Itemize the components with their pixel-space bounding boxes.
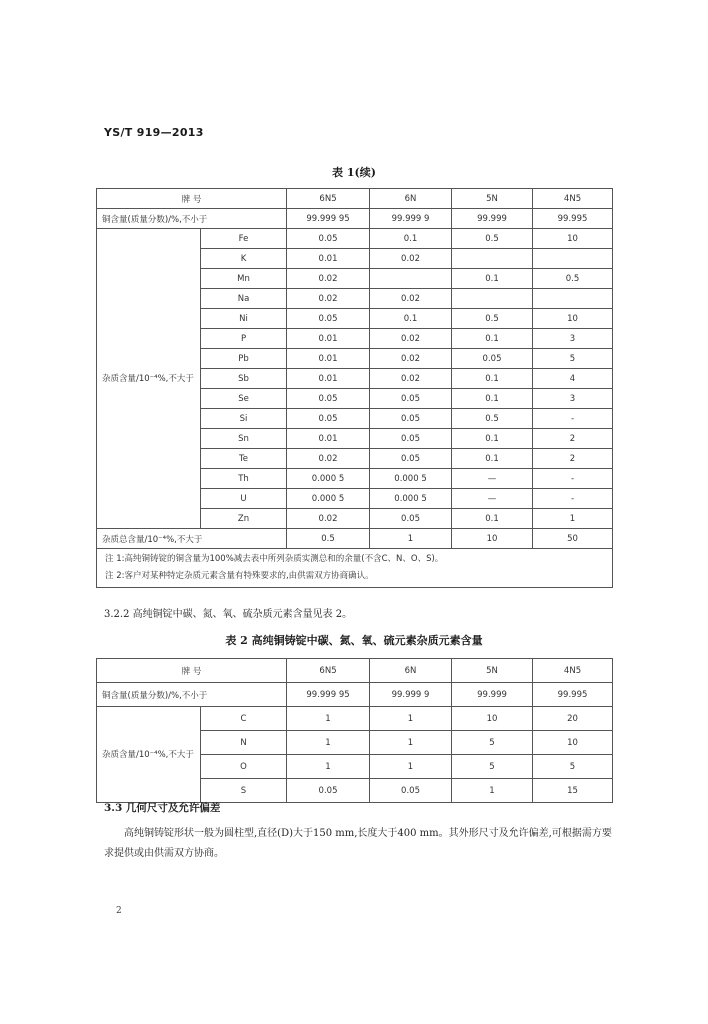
value-cell: 0.5 <box>452 409 533 429</box>
cu-content-label: 铜含量(质量分数)/%,不小于 <box>97 209 287 229</box>
value-cell: 5 <box>533 349 613 369</box>
value-cell: 0.05 <box>370 429 452 449</box>
value-cell: 20 <box>533 707 613 731</box>
section-3-2-2: 3.2.2 高纯铜锭中碳、氮、氧、硫杂质元素含量见表 2。 <box>104 609 353 620</box>
cu-content-label: 铜含量(质量分数)/%,不小于 <box>97 683 287 707</box>
value-cell: 0.05 <box>287 309 370 329</box>
value-cell: 0.05 <box>287 389 370 409</box>
value-cell: 0.05 <box>370 409 452 429</box>
value-cell: 0.1 <box>452 389 533 409</box>
total-value: 0.5 <box>287 529 370 549</box>
element-cell: N <box>201 731 287 755</box>
cu-value: 99.999 <box>452 683 533 707</box>
value-cell: 10 <box>452 707 533 731</box>
cu-value: 99.999 9 <box>370 683 452 707</box>
element-cell: C <box>201 707 287 731</box>
value-cell <box>370 269 452 289</box>
value-cell: 0.000 5 <box>287 489 370 509</box>
cu-content-row <box>97 683 613 707</box>
value-cell: 0.05 <box>452 349 533 369</box>
value-cell: 0.1 <box>370 309 452 329</box>
value-cell: 2 <box>533 429 613 449</box>
total-value: 1 <box>370 529 452 549</box>
element-cell: Fe <box>201 229 287 249</box>
cu-value: 99.999 95 <box>287 209 370 229</box>
header-row <box>97 189 613 209</box>
value-cell: 0.1 <box>452 509 533 529</box>
value-cell: 0.01 <box>287 349 370 369</box>
impurity-label: 杂质含量/10⁻⁴%,不大于 <box>97 229 201 529</box>
value-cell: 0.1 <box>370 229 452 249</box>
value-cell: 0.5 <box>452 309 533 329</box>
grade-header: 牌 号 <box>97 189 287 209</box>
element-cell: S <box>201 779 287 803</box>
value-cell: 0.05 <box>370 509 452 529</box>
value-cell: 0.000 5 <box>287 469 370 489</box>
total-value: 10 <box>452 529 533 549</box>
element-cell: Si <box>201 409 287 429</box>
value-cell: 15 <box>533 779 613 803</box>
cu-content-row <box>97 209 613 229</box>
impurity-table-1 <box>96 188 613 588</box>
grade-6n5: 6N5 <box>287 189 370 209</box>
element-cell: Sn <box>201 429 287 449</box>
value-cell: 0.01 <box>287 329 370 349</box>
value-cell: 0.02 <box>370 249 452 269</box>
value-cell: 1 <box>370 755 452 779</box>
value-cell: 0.02 <box>287 289 370 309</box>
value-cell: 0.5 <box>533 269 613 289</box>
element-cell: Mn <box>201 269 287 289</box>
notes-row <box>97 549 613 588</box>
value-cell: 0.02 <box>370 329 452 349</box>
grade-4n5: 4N5 <box>533 189 613 209</box>
section-3-3-heading: 3.3 几何尺寸及允许偏差 <box>104 802 221 814</box>
value-cell: 0.02 <box>287 269 370 289</box>
value-cell: - <box>533 489 613 509</box>
total-label: 杂质总含量/10⁻⁴%,不大于 <box>97 529 287 549</box>
value-cell: 1 <box>452 779 533 803</box>
notes-cell <box>97 549 613 588</box>
element-cell: K <box>201 249 287 269</box>
note-2: 注 2:客户对某种特定杂质元素含量有特殊要求的,由供需双方协商确认。 <box>105 571 374 581</box>
table-row <box>97 707 613 731</box>
value-cell: - <box>533 469 613 489</box>
value-cell: 0.01 <box>287 249 370 269</box>
page-number: 2 <box>116 906 122 916</box>
value-cell: 1 <box>370 731 452 755</box>
grade-6n: 6N <box>370 659 452 683</box>
element-cell: Ni <box>201 309 287 329</box>
element-cell: Se <box>201 389 287 409</box>
note-1: 注 1:高纯铜铸锭的铜含量为100%减去表中所列杂质实测总和的余量(不含C、N、O、S)。 <box>105 554 444 564</box>
value-cell: 1 <box>287 707 370 731</box>
value-cell: 2 <box>533 449 613 469</box>
total-value: 50 <box>533 529 613 549</box>
document-id: YS/T 919—2013 <box>104 126 204 139</box>
grade-5n: 5N <box>452 189 533 209</box>
table-row <box>97 229 613 249</box>
value-cell: 0.05 <box>287 779 370 803</box>
element-cell: Th <box>201 469 287 489</box>
value-cell: 0.05 <box>370 779 452 803</box>
value-cell: 0.02 <box>370 289 452 309</box>
value-cell: 0.1 <box>452 429 533 449</box>
value-cell: 0.02 <box>370 349 452 369</box>
value-cell: 4 <box>533 369 613 389</box>
value-cell: 0.1 <box>452 369 533 389</box>
value-cell <box>533 249 613 269</box>
table2-caption: 表 2 高纯铜铸锭中碳、氮、氧、硫元素杂质元素含量 <box>225 634 483 647</box>
value-cell: 10 <box>533 309 613 329</box>
value-cell: 0.01 <box>287 429 370 449</box>
grade-4n5: 4N5 <box>533 659 613 683</box>
value-cell: 1 <box>287 731 370 755</box>
grade-5n: 5N <box>452 659 533 683</box>
value-cell <box>533 289 613 309</box>
table1-caption: 表 1(续) <box>332 166 376 179</box>
cu-value: 99.995 <box>533 209 613 229</box>
value-cell: 1 <box>287 755 370 779</box>
value-cell: 3 <box>533 329 613 349</box>
value-cell: 0.02 <box>287 449 370 469</box>
value-cell: 0.02 <box>370 369 452 389</box>
value-cell: 0.05 <box>370 389 452 409</box>
value-cell: 0.1 <box>452 449 533 469</box>
cu-value: 99.999 9 <box>370 209 452 229</box>
element-cell: Sb <box>201 369 287 389</box>
element-cell: Na <box>201 289 287 309</box>
element-cell: U <box>201 489 287 509</box>
element-cell: Zn <box>201 509 287 529</box>
value-cell: 0.02 <box>287 509 370 529</box>
cu-value: 99.995 <box>533 683 613 707</box>
header-row <box>97 659 613 683</box>
value-cell: 0.05 <box>287 409 370 429</box>
grade-6n5: 6N5 <box>287 659 370 683</box>
value-cell <box>452 249 533 269</box>
grade-6n: 6N <box>370 189 452 209</box>
impurity-label: 杂质含量/10⁻⁴%,不大于 <box>97 707 201 803</box>
value-cell: 0.1 <box>452 329 533 349</box>
grade-header: 牌 号 <box>97 659 287 683</box>
value-cell: 10 <box>533 229 613 249</box>
value-cell: 0.05 <box>287 229 370 249</box>
total-row <box>97 529 613 549</box>
section-3-3-paragraph: 高纯铜铸锭形状一般为圆柱型,直径(D)大于150 mm,长度大于400 mm。其外形尺寸及允许偏差,可根据需方要求提供或由供需双方协商。 <box>104 828 612 859</box>
value-cell: 0.1 <box>452 269 533 289</box>
value-cell: - <box>533 409 613 429</box>
value-cell: 1 <box>533 509 613 529</box>
value-cell: 0.01 <box>287 369 370 389</box>
cu-value: 99.999 <box>452 209 533 229</box>
element-cell: O <box>201 755 287 779</box>
value-cell: 1 <box>370 707 452 731</box>
value-cell: — <box>452 489 533 509</box>
value-cell: — <box>452 469 533 489</box>
value-cell: 5 <box>533 755 613 779</box>
element-cell: Te <box>201 449 287 469</box>
value-cell: 5 <box>452 755 533 779</box>
value-cell <box>452 289 533 309</box>
element-cell: Pb <box>201 349 287 369</box>
element-cell: P <box>201 329 287 349</box>
value-cell: 0.000 5 <box>370 489 452 509</box>
value-cell: 0.5 <box>452 229 533 249</box>
value-cell: 5 <box>452 731 533 755</box>
value-cell: 0.05 <box>370 449 452 469</box>
cu-value: 99.999 95 <box>287 683 370 707</box>
value-cell: 10 <box>533 731 613 755</box>
value-cell: 3 <box>533 389 613 409</box>
value-cell: 0.000 5 <box>370 469 452 489</box>
impurity-table-2 <box>96 658 613 803</box>
